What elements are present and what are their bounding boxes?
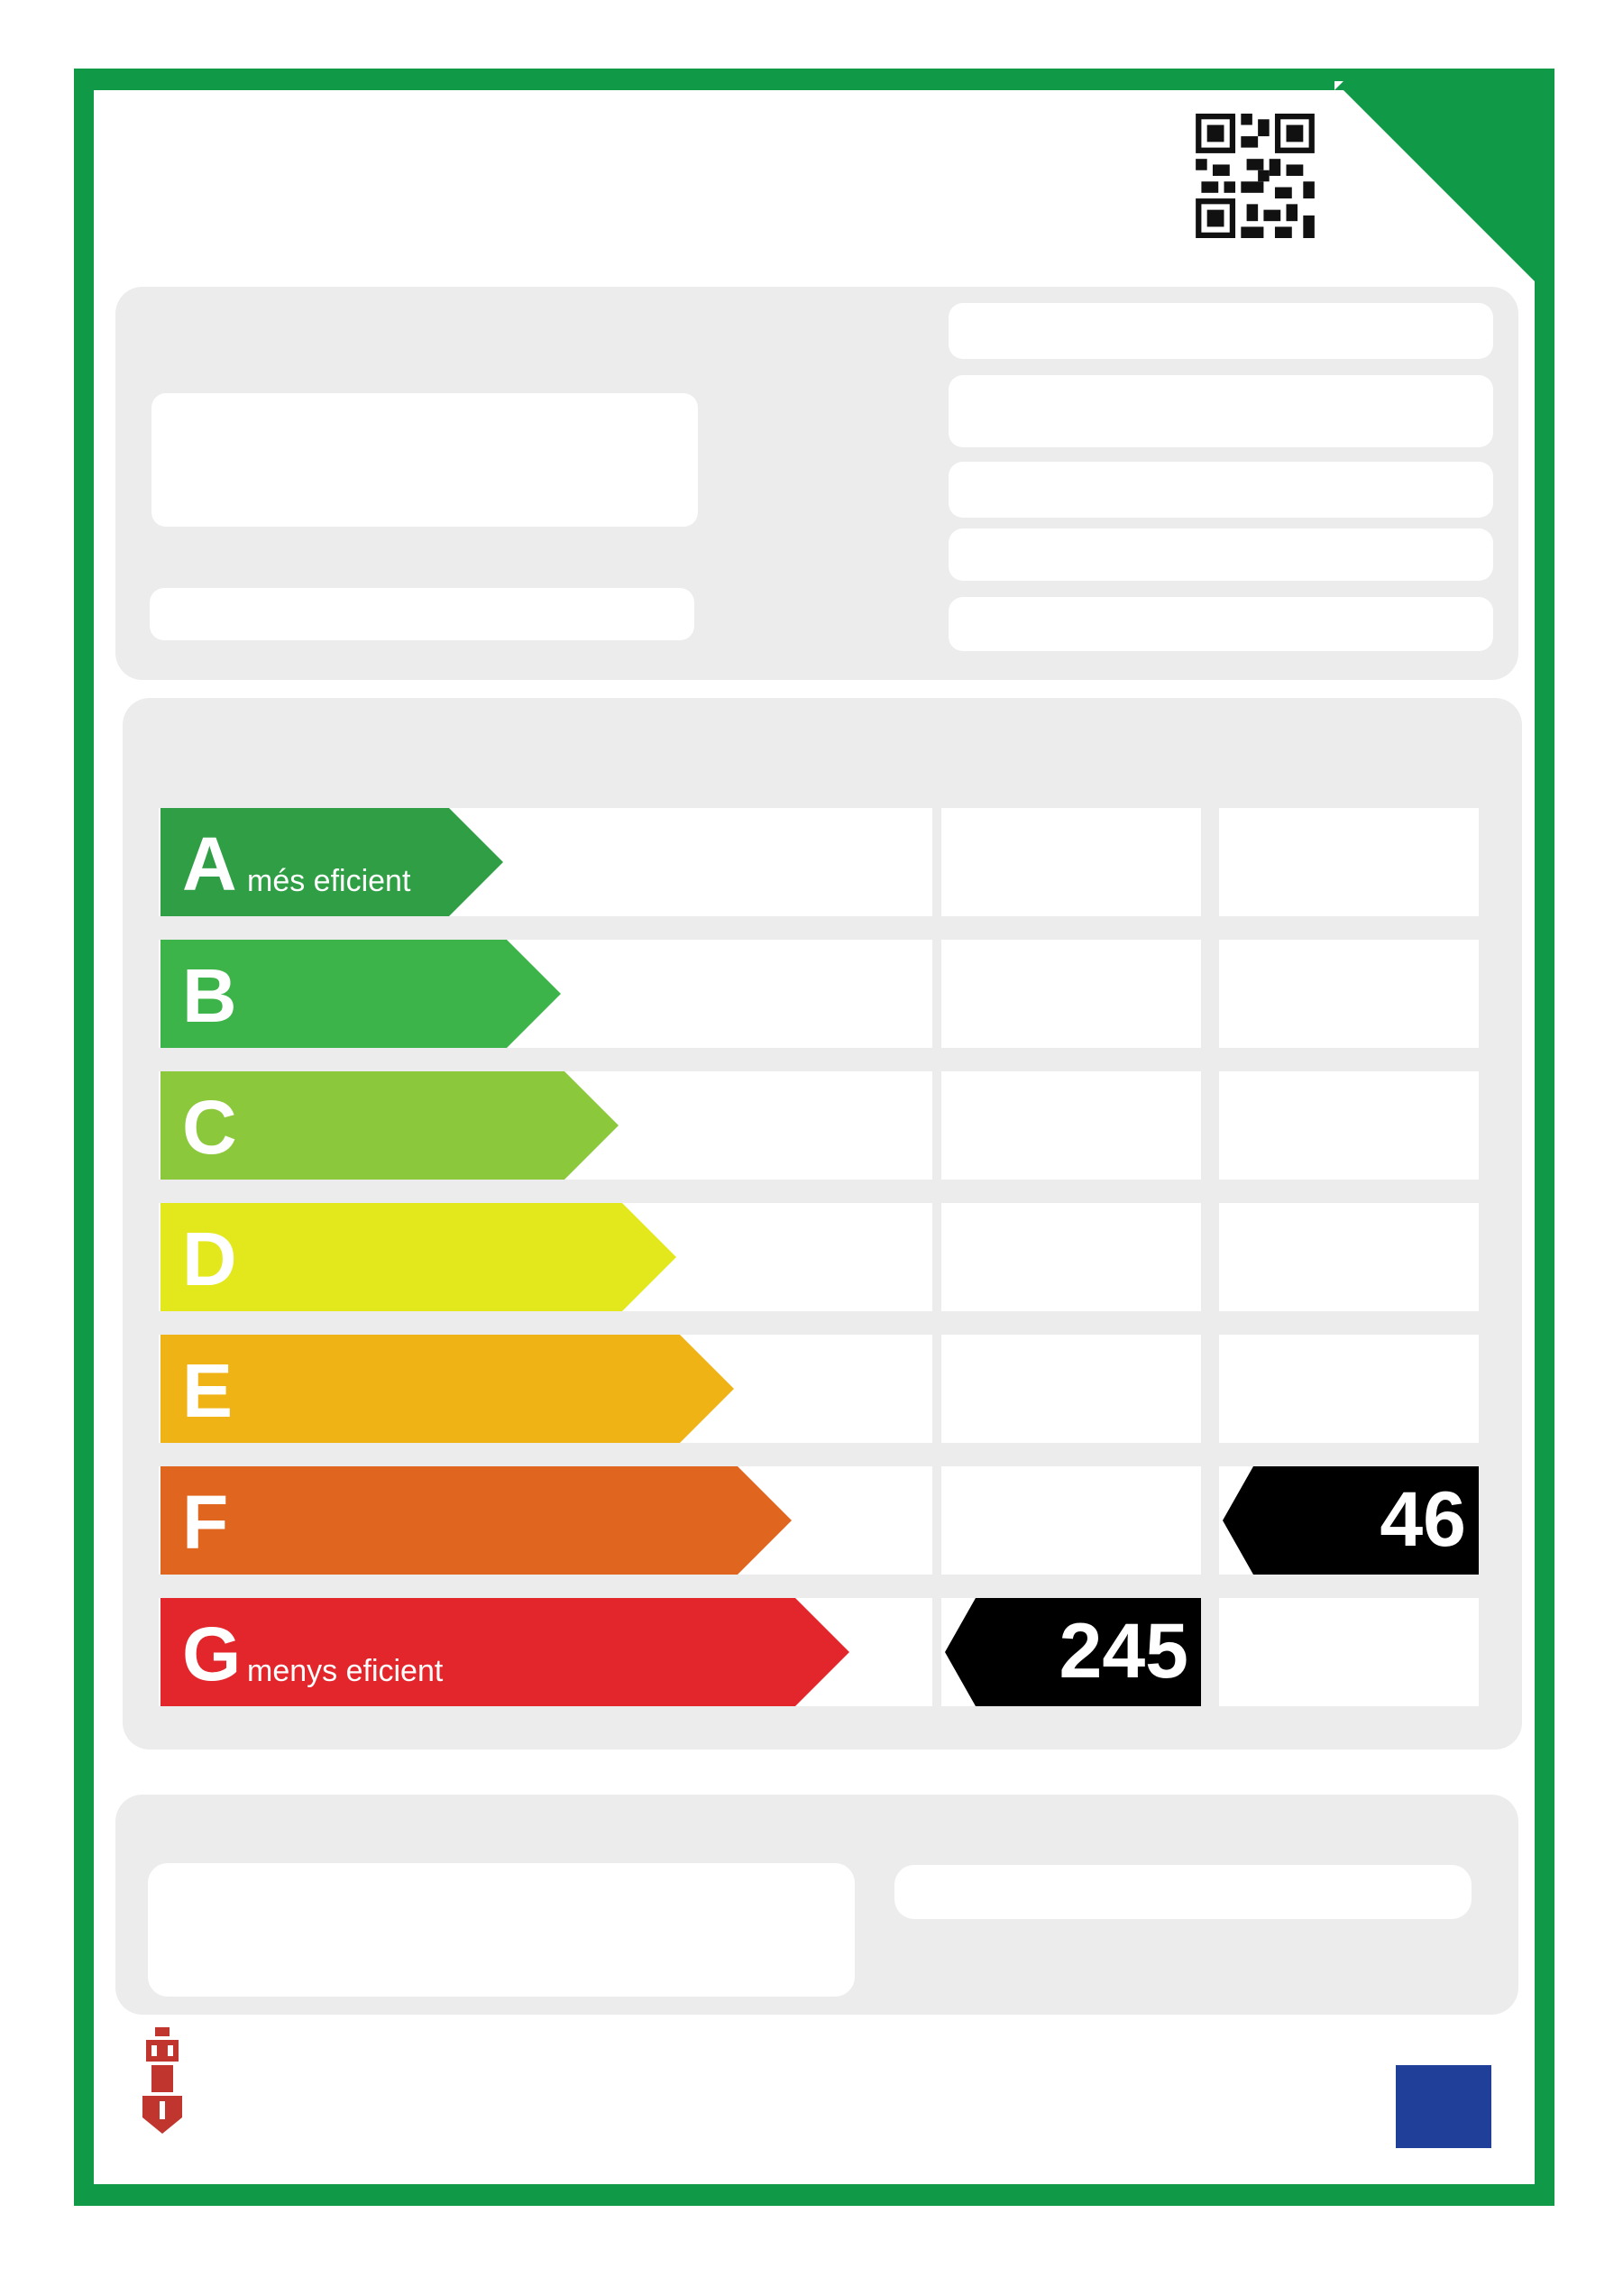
class-letter-g: G — [182, 1612, 242, 1696]
consum-cell-c — [941, 1071, 1201, 1180]
registre-date — [894, 1865, 1472, 1919]
class-letter-b: B — [182, 953, 237, 1038]
emissions-cell-d — [1219, 1203, 1479, 1311]
consum-cell-d — [941, 1203, 1201, 1311]
emissions-cell-e — [1219, 1335, 1479, 1443]
consum-cell-e — [941, 1335, 1201, 1443]
class-letter-e: E — [182, 1348, 234, 1433]
consum-cell-f — [941, 1466, 1201, 1575]
class-sub-g: menys eficient — [247, 1654, 444, 1688]
eu-flag-icon — [1396, 2065, 1491, 2148]
generalitat-logo-icon — [142, 2027, 182, 2134]
cp-field — [949, 528, 1493, 581]
emissions-cell-b — [1219, 940, 1479, 1048]
class-letter-a: A — [182, 822, 237, 906]
class-arrow-g — [160, 1598, 849, 1706]
emissions-cell-c — [1219, 1071, 1479, 1180]
emissions-cell-a — [1219, 808, 1479, 916]
class-letter-f: F — [182, 1480, 229, 1565]
consum-cell-b — [941, 940, 1201, 1048]
consum-value: 245 — [1059, 1608, 1188, 1694]
class-arrow-e — [160, 1335, 734, 1443]
class-letter-d: D — [182, 1217, 237, 1301]
folded-corner — [1334, 81, 1551, 298]
normativa-box — [151, 393, 698, 527]
emissions-cell-g — [1219, 1598, 1479, 1706]
adreca-field — [949, 375, 1493, 447]
ca-field — [949, 597, 1493, 651]
class-letter-c: C — [182, 1085, 237, 1170]
municipi-field — [949, 462, 1493, 518]
emissions-value: 46 — [1380, 1476, 1466, 1563]
tipo-field — [949, 303, 1493, 359]
class-sub-a: més eficient — [247, 864, 411, 898]
class-arrow-d — [160, 1203, 676, 1311]
cadastral-field — [150, 588, 694, 640]
registre-number — [148, 1863, 855, 1997]
class-arrow-f — [160, 1466, 792, 1575]
consum-cell-a — [941, 808, 1201, 916]
qr-code-icon — [1196, 114, 1315, 238]
